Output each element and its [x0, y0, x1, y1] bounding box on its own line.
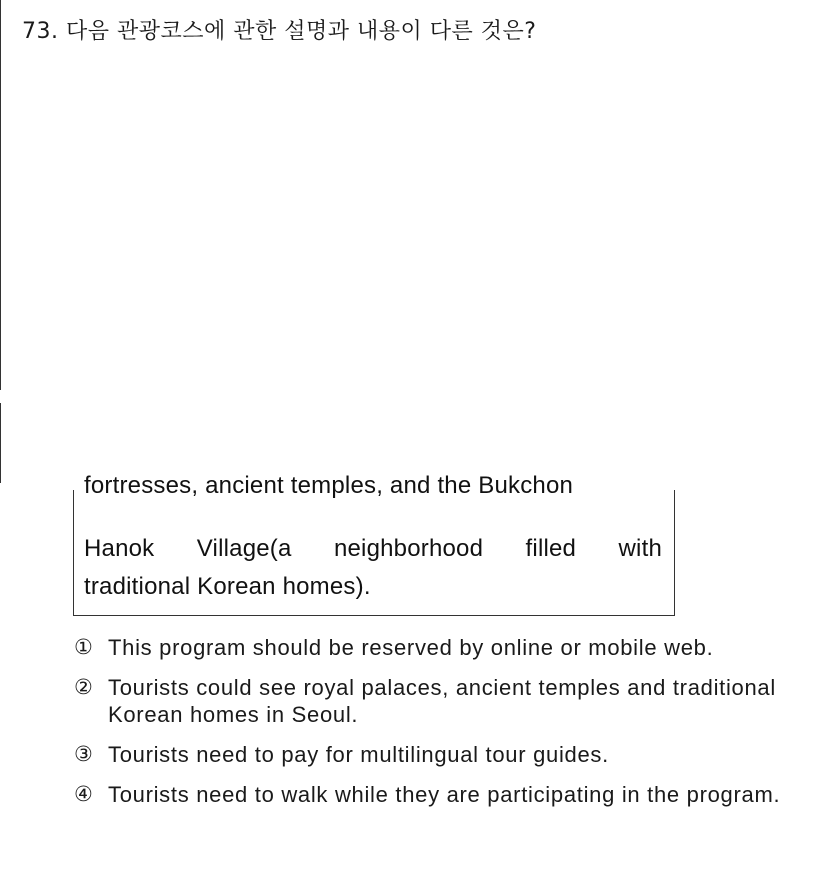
option-text: Tourists need to walk while they are participating in the program. [108, 782, 781, 807]
option-text: Tourists could see royal palaces, ancient temples and traditional Korean homes in Seoul. [108, 675, 776, 727]
margin-rule-upper [0, 0, 1, 390]
option-number: ④ [74, 782, 94, 806]
question-title: 73. 다음 관광코스에 관한 설명과 내용이 다른 것은? [22, 19, 537, 44]
option-number: ② [74, 675, 94, 699]
answer-option-4[interactable] [74, 781, 794, 808]
passage-line-2: Hanok Village(a neighborhood filled with [84, 535, 662, 562]
option-number: ③ [74, 742, 94, 766]
answer-options [74, 634, 794, 821]
answer-option-1[interactable] [74, 634, 794, 661]
answer-option-2[interactable] [74, 674, 794, 728]
passage-line-cut: fortresses, ancient temples, and the Bukchon [84, 472, 574, 500]
option-text: This program should be reserved by online or mobile web. [108, 635, 714, 660]
passage-line-3: traditional Korean homes). [84, 573, 371, 600]
option-text: Tourists need to pay for multilingual tour guides. [108, 742, 609, 767]
option-number: ① [74, 635, 94, 659]
passage-box [73, 472, 675, 616]
answer-option-3[interactable] [74, 741, 794, 768]
margin-rule-lower [0, 403, 1, 483]
